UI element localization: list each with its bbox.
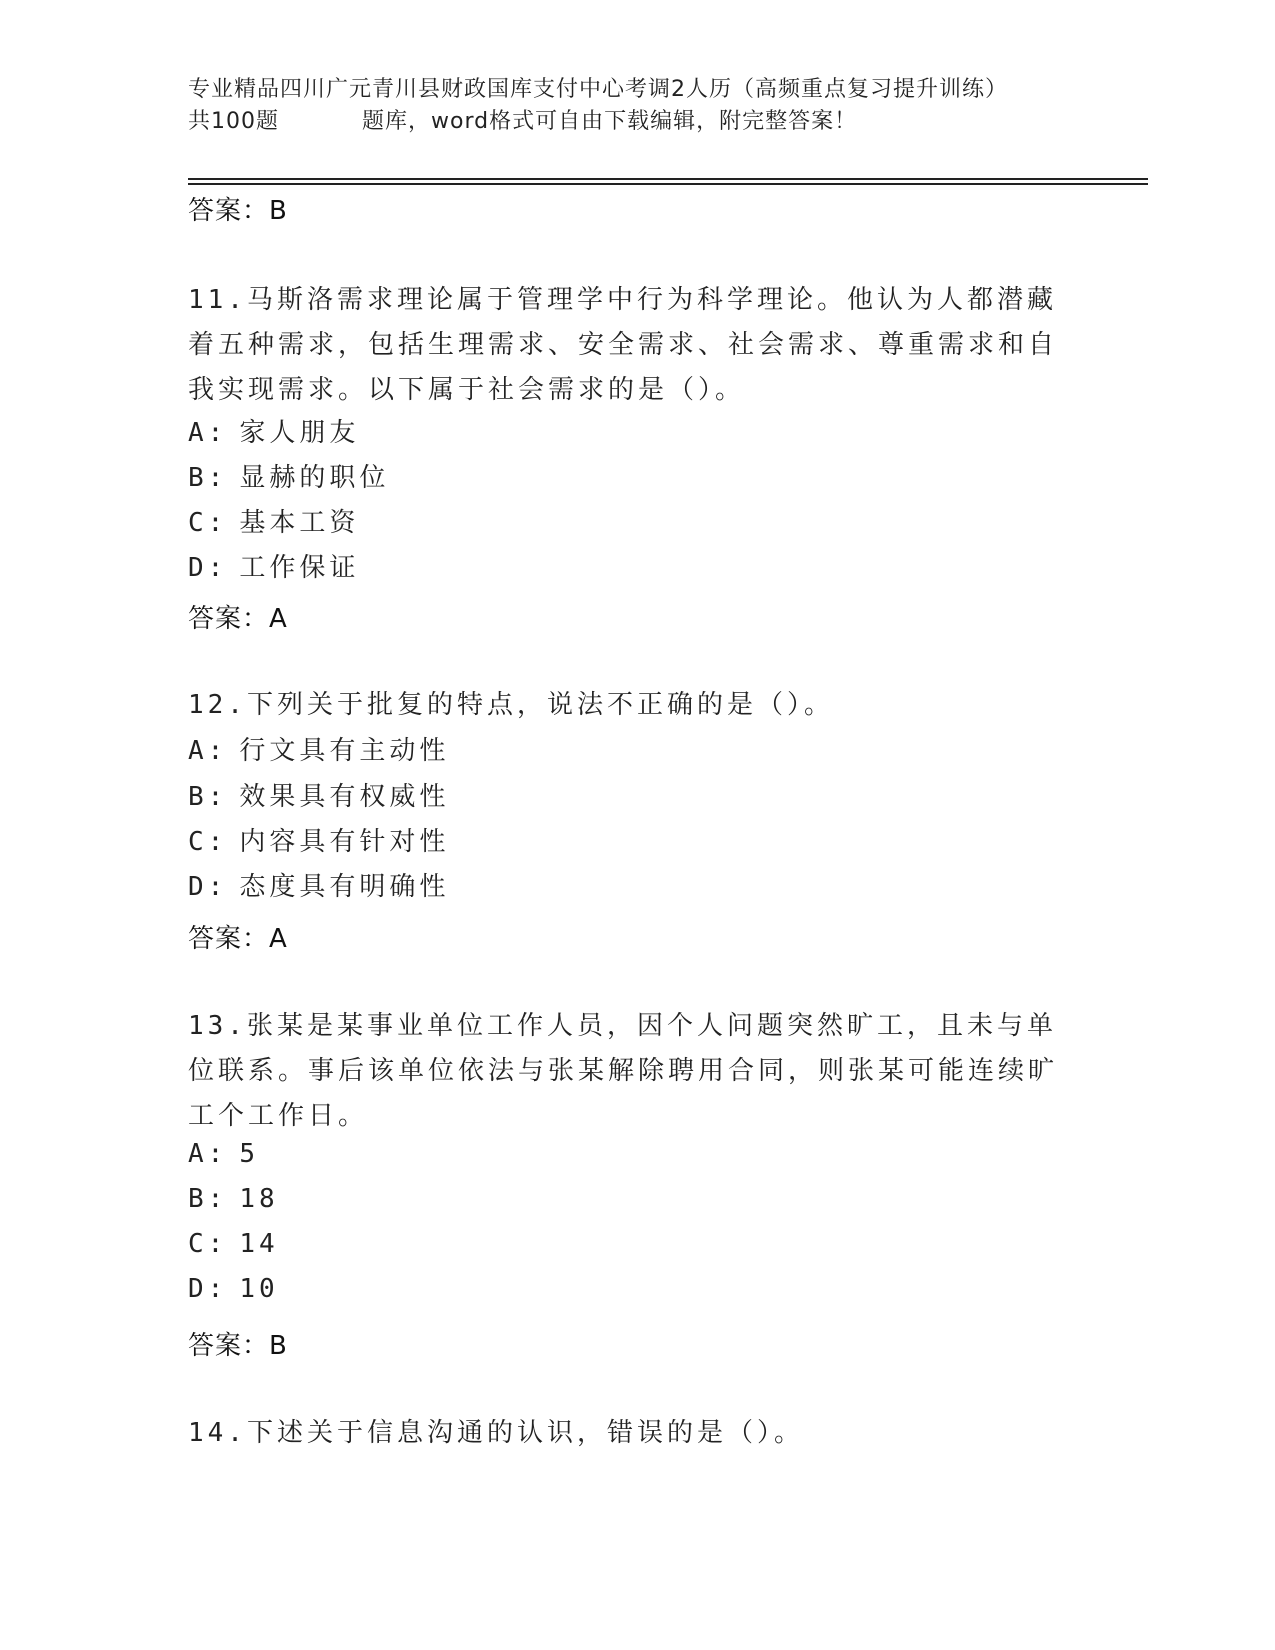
option-label: C: [188,1229,228,1259]
header-description: 题库，word格式可自由下载编辑，附完整答案！ [362,109,858,134]
option-text: 基本工资 [239,508,360,538]
question-14-text: 14.下述关于信息沟通的认识，错误的是（）。 [188,1418,804,1448]
header-subtitle-row [188,106,1088,138]
option-label: B: [188,1184,228,1214]
option-text: 18 [239,1184,279,1214]
question-12-answer: 答案：A [188,924,288,954]
question-13-option-a [188,1139,259,1169]
header-title: 专业精品四川广元青川县财政国库支付中心考调2人历（高频重点复习提升训练） [188,77,1008,102]
option-text: 14 [239,1229,279,1259]
question-11-answer: 答案：A [188,604,288,634]
question-11-option-b [188,457,389,494]
option-text: 10 [239,1274,279,1304]
option-text: 家人朋友 [239,418,360,448]
question-11-text: 11.马斯洛需求理论属于管理学中行为科学理论。他认为人都潜藏着五种需求，包括生理需求、安全需求、社会需求、尊重需求和自我实现需求。以下属于社会需求的是（）。 [188,285,1059,405]
option-label: A: [188,418,228,448]
header-divider-top [188,178,1148,180]
page-header [188,74,1088,138]
option-label: C: [188,827,228,857]
question-11-option-d [188,547,359,584]
option-label: D: [188,872,228,902]
option-text: 内容具有针对性 [239,827,450,857]
question-13-option-c [188,1229,279,1259]
option-text: 工作保证 [239,553,360,583]
question-12-text: 12.下列关于批复的特点，说法不正确的是（）。 [188,690,834,720]
option-label: A: [188,736,228,766]
header-count: 共100题 [188,109,279,134]
option-label: A: [188,1139,228,1169]
question-11-option-a [188,412,359,449]
option-label: B: [188,463,228,493]
question-13-option-d [188,1274,279,1304]
question-13-answer: 答案：B [188,1331,288,1361]
option-text: 效果具有权威性 [239,782,450,812]
header-divider-bottom [188,183,1148,185]
question-13-option-b [188,1184,279,1214]
option-label: D: [188,553,228,583]
option-text: 行文具有主动性 [239,736,450,766]
option-label: D: [188,1274,228,1304]
option-text: 态度具有明确性 [239,872,450,902]
question-12-option-b [188,776,449,813]
option-label: B: [188,782,228,812]
question-12-option-c [188,821,449,858]
question-12-option-a [188,730,449,767]
option-text: 显赫的职位 [239,463,390,493]
question-12-option-d [188,866,449,903]
question-13-text: 13.张某是某事业单位工作人员，因个人问题突然旷工，且未与单位联系。事后该单位依法与张某解除聘用合同，则张某可能连续旷工个工作日。 [188,1011,1059,1131]
question-11-option-c [188,502,359,539]
option-label: C: [188,508,228,538]
option-text: 5 [239,1139,259,1169]
answer-previous: 答案：B [188,196,288,226]
